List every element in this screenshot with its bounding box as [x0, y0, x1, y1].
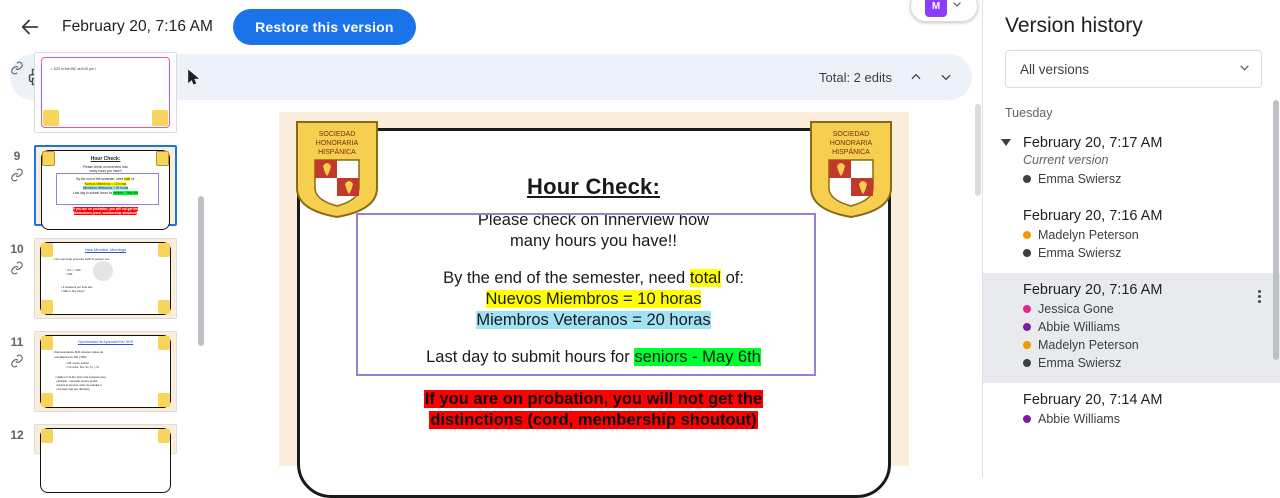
svg-text:SOCIEDAD: SOCIEDAD	[832, 131, 869, 138]
list-item[interactable]	[983, 383, 1280, 439]
collaborator-chip[interactable]	[910, 0, 978, 22]
list-item[interactable]	[0, 232, 205, 325]
edits-count-label: Total: 2 edits	[819, 69, 892, 85]
slide-thumbnail[interactable]: Oportunidad de Aprender/Ser SHS • Representando SHS durante visitas de estudiantes de 400 y 800! ○ 2/8 • lunes, martes ○ 2 a incluir: Sra. So, Tu, y Sr. • Habla con la Sra. Dow más temprano para participar - necesitas puntos ayudar durante la semana, sobre de estudiar a una clase más (ser disculpa)	[34, 331, 177, 412]
svg-text:HISPÁNICA: HISPÁNICA	[831, 149, 870, 156]
slide-number-column	[4, 145, 30, 187]
list-item[interactable]	[0, 418, 205, 460]
slide-line-3-highlight: total	[689, 269, 721, 287]
version-filter-wrap	[983, 48, 1280, 96]
editor-name: Emma Swiersz	[1038, 356, 1122, 370]
slide-number-column	[4, 52, 30, 80]
slide-line-2: many hours you have!!	[510, 232, 677, 250]
slide-number: 11	[10, 335, 24, 349]
editor-name: Abbie Williams	[1038, 320, 1120, 334]
filmstrip-scrollbar[interactable]	[198, 196, 204, 346]
panel-title: Version history	[1005, 14, 1143, 37]
panel-scrollbar[interactable]	[1273, 100, 1279, 360]
svg-text:SOCIEDAD: SOCIEDAD	[318, 131, 355, 138]
editor-name: Emma Swiersz	[1038, 246, 1122, 260]
editor-entry	[1023, 336, 1266, 354]
version-list	[983, 126, 1280, 477]
version-history-panel	[983, 0, 1280, 477]
version-date: February 20, 7:14 AM	[1023, 392, 1163, 408]
current-version-label: Current version	[1023, 153, 1109, 167]
link-icon	[10, 354, 24, 373]
svg-text:HONORARIA: HONORARIA	[315, 140, 358, 147]
chevron-down-icon	[1238, 61, 1251, 77]
probation-line-2-wrap	[279, 410, 909, 431]
list-item-selected[interactable]	[983, 273, 1280, 383]
crest-logo-right	[807, 118, 895, 220]
slide-body	[279, 210, 909, 368]
current-slide[interactable]	[279, 112, 909, 466]
slide-canvas	[205, 104, 982, 477]
slide-line-3	[279, 268, 909, 289]
editor-name: Jessica Gone	[1038, 302, 1114, 316]
editor-color-dot	[1023, 175, 1031, 183]
version-filter-value: All versions	[1020, 61, 1090, 77]
slide-number-column	[4, 331, 30, 373]
svg-text:HISPÁNICA: HISPÁNICA	[317, 149, 356, 156]
slide-line-6-highlight: seniors - May 6th	[634, 348, 761, 366]
restore-version-button[interactable]: Restore this version	[233, 9, 416, 45]
editor-entry	[1023, 226, 1266, 244]
svg-text:HONORARIA: HONORARIA	[829, 140, 872, 147]
chevron-down-icon	[951, 0, 963, 15]
slide-filmstrip[interactable]	[0, 67, 205, 477]
probation-line-2: distinctions (cord, membership shoutout)	[430, 411, 757, 429]
day-group-label: Tuesday	[1005, 106, 1053, 120]
slide-thumbnail[interactable]	[34, 424, 177, 454]
slide-line-4-wrap	[279, 289, 909, 310]
editor-entry	[1023, 410, 1266, 428]
version-options-button[interactable]	[1248, 285, 1270, 307]
canvas-scrollbar[interactable]	[975, 104, 981, 196]
slide-number: 12	[10, 428, 24, 442]
next-edit-button[interactable]	[932, 63, 960, 91]
slide-line-3-post: of:	[721, 269, 744, 287]
list-item[interactable]	[983, 126, 1280, 199]
slide-line-6-pre: Last day to submit hours for	[426, 348, 635, 366]
list-item[interactable]	[983, 199, 1280, 273]
slide-line-6	[279, 347, 909, 368]
editor-entry	[1023, 300, 1266, 318]
version-filter-select[interactable]	[1005, 50, 1262, 88]
editor-color-dot	[1023, 305, 1031, 313]
slide-thumbnail[interactable]: New Member Meetings • You can help promote SHS to juniors too: ○ 2/1 • ○ 2/16 ○ 2/22 • 2 locations per time slot • Talk to Sra. Dow!!	[34, 238, 177, 319]
editor-color-dot	[1023, 341, 1031, 349]
previous-edit-button[interactable]	[902, 63, 930, 91]
editor-entry	[1023, 318, 1266, 336]
probation-note	[279, 389, 909, 431]
expand-triangle-icon[interactable]	[1001, 139, 1011, 146]
slide-line-5-wrap	[279, 310, 909, 331]
editor-color-dot	[1023, 415, 1031, 423]
edits-summary	[819, 63, 960, 91]
editor-entry	[1023, 244, 1266, 262]
version-date: February 20, 7:16 AM	[1023, 208, 1163, 224]
editor-entry	[1023, 170, 1266, 188]
version-date: February 20, 7:16 AM	[1023, 282, 1163, 298]
editor-name: Emma Swiersz	[1038, 172, 1122, 186]
link-icon	[10, 168, 24, 187]
avatar: M	[925, 0, 947, 17]
slide-title: Hour Check:	[527, 174, 660, 199]
arrow-left-icon[interactable]	[12, 9, 48, 45]
editor-color-dot	[1023, 249, 1031, 257]
link-icon	[10, 61, 24, 80]
editor-color-dot	[1023, 231, 1031, 239]
spacer	[279, 252, 909, 268]
list-item[interactable]	[0, 46, 205, 139]
editor-name: Madelyn Peterson	[1038, 228, 1139, 242]
slide-line-4: Nuevos Miembros = 10 horas	[485, 290, 702, 308]
spacer	[279, 331, 909, 347]
version-title: February 20, 7:16 AM	[62, 18, 214, 35]
editor-name: Madelyn Peterson	[1038, 338, 1139, 352]
slide-number: 10	[10, 242, 24, 256]
slide-number: 9	[13, 149, 21, 163]
editor-name: Abbie Williams	[1038, 412, 1120, 426]
probation-line-1: If you are on probation, you will not get the	[424, 390, 763, 408]
list-item[interactable]	[0, 325, 205, 418]
probation-line-1-wrap	[279, 389, 909, 410]
link-icon	[10, 261, 24, 280]
version-date: February 20, 7:17 AM	[1023, 135, 1163, 151]
editor-color-dot	[1023, 323, 1031, 331]
slide-line-1: Please check on Innerview how	[477, 211, 710, 229]
editor-color-dot	[1023, 359, 1031, 367]
slide-line-5: Miembros Veteranos = 20 horas	[476, 311, 711, 329]
list-item[interactable]	[0, 139, 205, 232]
slide-number-column	[4, 238, 30, 280]
slide-thumbnail[interactable]: • 1/20 in the INC at 6:00 pm !	[34, 52, 177, 133]
slide-number-column	[4, 424, 30, 442]
editor-entry	[1023, 354, 1266, 372]
crest-logo-left	[293, 118, 381, 220]
slide-line-3-pre: By the end of the semester, need	[443, 269, 690, 287]
slide-thumbnail-selected[interactable]: Hour Check: Please check on Innerview how many hours you have!! By the end of the semester, need total of: Nuevos Miembros = 10 horas Miembros Veteranos = 20 horas Last day to submit hours for seniors - May 6th If you are on probation, you will not get the distinctions (cord, membership shoutout)	[34, 145, 177, 226]
